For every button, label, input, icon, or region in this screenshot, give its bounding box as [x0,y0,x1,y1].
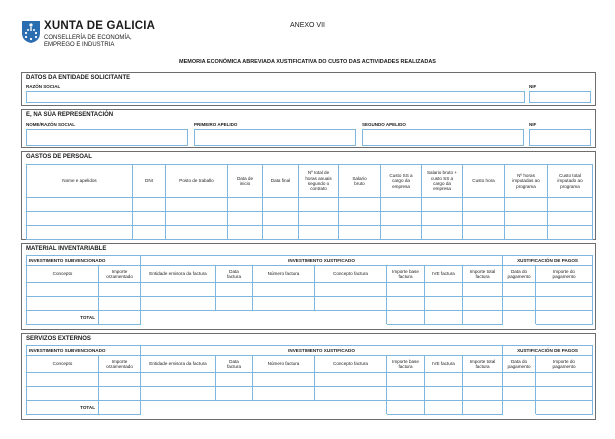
col-data-final: Data final [263,165,299,198]
col-importe-base: Importe base factura [387,266,425,283]
total-ive[interactable] [425,401,463,415]
grp-investimento-subvencionado: INVESTIMENTO SUBVENCIONADO [27,346,141,356]
razon-social-label: RAZÓN SOCIAL [26,84,61,89]
grp-investimento-xustificado: INVESTIMENTO XUSTIFICADO [141,256,503,266]
table-row [27,387,593,401]
inventory-table [26,255,593,325]
rep-surname1-field[interactable] [194,129,356,146]
col-total-horas: Nº total de horas anuais segundo o contrato [299,165,339,198]
col-name-apelidos: Nome e apelidos [27,165,133,198]
total-label: TOTAL [27,311,99,325]
total-importe-pagamento[interactable] [536,401,593,415]
table-row [27,283,593,297]
col-entidade-emisora: Entidade emisora da factura [141,356,216,373]
col-importe-orzamentado: Importe orzamentado [99,356,141,373]
org-name: XUNTA DE GALICIA [44,20,156,32]
col-data-factura: Data factura [216,266,253,283]
table-row [27,212,593,226]
col-importe-pagamento: Importe do pagamento [536,266,593,283]
col-salario-bruto: Salario bruto [339,165,381,198]
col-numero-factura: Número factura [253,266,315,283]
inventory-total-row [27,311,593,325]
grp-investimento-xustificado: INVESTIMENTO XUSTIFICADO [141,346,503,356]
col-importe-pagamento: Importe do pagamento [536,356,593,373]
total-importe-factura[interactable] [463,311,503,325]
total-importe-pagamento[interactable] [536,311,593,325]
staff-section [21,151,596,240]
representation-section [21,109,596,148]
col-concepto-factura: Concepto factura [315,356,387,373]
entity-section-title: DATOS DA ENTIDADE SOLICITANTE [26,75,131,81]
rep-nif-field[interactable] [529,129,591,146]
entity-section [21,72,596,106]
total-importe-base[interactable] [387,311,425,325]
rep-surname2-label: SEGUNDO APELIDO [362,122,406,127]
col-data-pagamento: Data do pagamento [503,356,536,373]
total-importe-factura[interactable] [463,401,503,415]
entity-nif-field[interactable] [529,91,591,103]
org-department-line-1: CONSELLERÍA DE ECONOMÍA, [44,34,132,41]
entity-nif-label: NIF [529,84,537,89]
total-importe-base[interactable] [387,401,425,415]
col-posto-traballo: Posto de traballo [166,165,228,198]
col-custo-hora: Custo hora [463,165,505,198]
col-importe-total: Importe total factura [463,266,503,283]
rep-nif-label: NIF [529,122,537,127]
razon-social-field[interactable] [26,91,525,103]
col-ive-factura: IVE factura [425,356,463,373]
external-group-row [27,346,593,356]
staff-table [26,164,593,240]
inventory-section-title: MATERIAL INVENTARIABLE [26,246,107,252]
table-row [27,297,593,311]
total-ive[interactable] [425,311,463,325]
col-data-factura: Data factura [216,356,253,373]
table-row [27,373,593,387]
col-concepto-factura: Concepto factura [315,266,387,283]
col-ive-factura: IVE factura [425,266,463,283]
col-salario-mais-ss: Salario bruto + custo SS a cargo da empresa [422,165,463,198]
staff-header-row [27,165,593,198]
external-services-section [21,333,596,420]
external-services-table [26,345,593,415]
col-concepto: Concepto [27,356,99,373]
table-row [27,198,593,212]
col-dni: DNI [133,165,166,198]
col-custo-imputado: Custo total imputado ao programa [548,165,593,198]
col-importe-orzamentado: Importe orzamentado [99,266,141,283]
representation-section-title: E, NA SÚA REPRESENTACIÓN [26,112,114,118]
external-section-title: SERVIZOS EXTERNOS [26,336,91,342]
table-row [27,226,593,240]
inventory-header-row [27,266,593,283]
grp-xustificacion-pagos: XUSTIFICACIÓN DE PAGOS [503,256,593,266]
external-total-row [27,401,593,415]
col-data-pagamento: Data do pagamento [503,266,536,283]
col-entidade-emisora: Entidade emisora da factura [141,266,216,283]
org-department-line-2: EMPREGO E INDUSTRIA [44,42,115,48]
external-header-row [27,356,593,373]
rep-name-label: NOME/RAZÓN SOCIAL [26,122,75,127]
col-data-inicio: Data de inicio [228,165,263,198]
grp-investimento-subvencionado: INVESTIMENTO SUBVENCIONADO [27,256,141,266]
total-importe-orzamentado[interactable] [99,311,141,325]
total-importe-orzamentado[interactable] [99,401,141,415]
inventory-section [21,243,596,330]
col-importe-base: Importe base factura [387,356,425,373]
rep-surname1-label: PRIMEIRO APELIDO [194,122,238,127]
rep-surname2-field[interactable] [362,129,524,146]
col-numero-factura: Número factura [253,356,315,373]
rep-name-field[interactable] [26,129,188,146]
grp-xustificacion-pagos: XUSTIFICACIÓN DE PAGOS [503,346,593,356]
inventory-group-row [27,256,593,266]
col-concepto: Concepto [27,266,99,283]
staff-section-title: GASTOS DE PERSOAL [26,154,92,160]
col-custo-ss: Custo SS a cargo da empresa [381,165,422,198]
total-label: TOTAL [27,401,99,415]
col-importe-total: Importe total factura [463,356,503,373]
annex-label: ANEXO VII [289,22,325,29]
document-title: MEMORIA ECONÓMICA ABREVIADA XUSTIFICATIVA DO CUSTO DAS ACTIVIDADES REALIZADAS [179,59,436,65]
col-horas-imputadas: Nº horas imputadas ao programa [505,165,548,198]
